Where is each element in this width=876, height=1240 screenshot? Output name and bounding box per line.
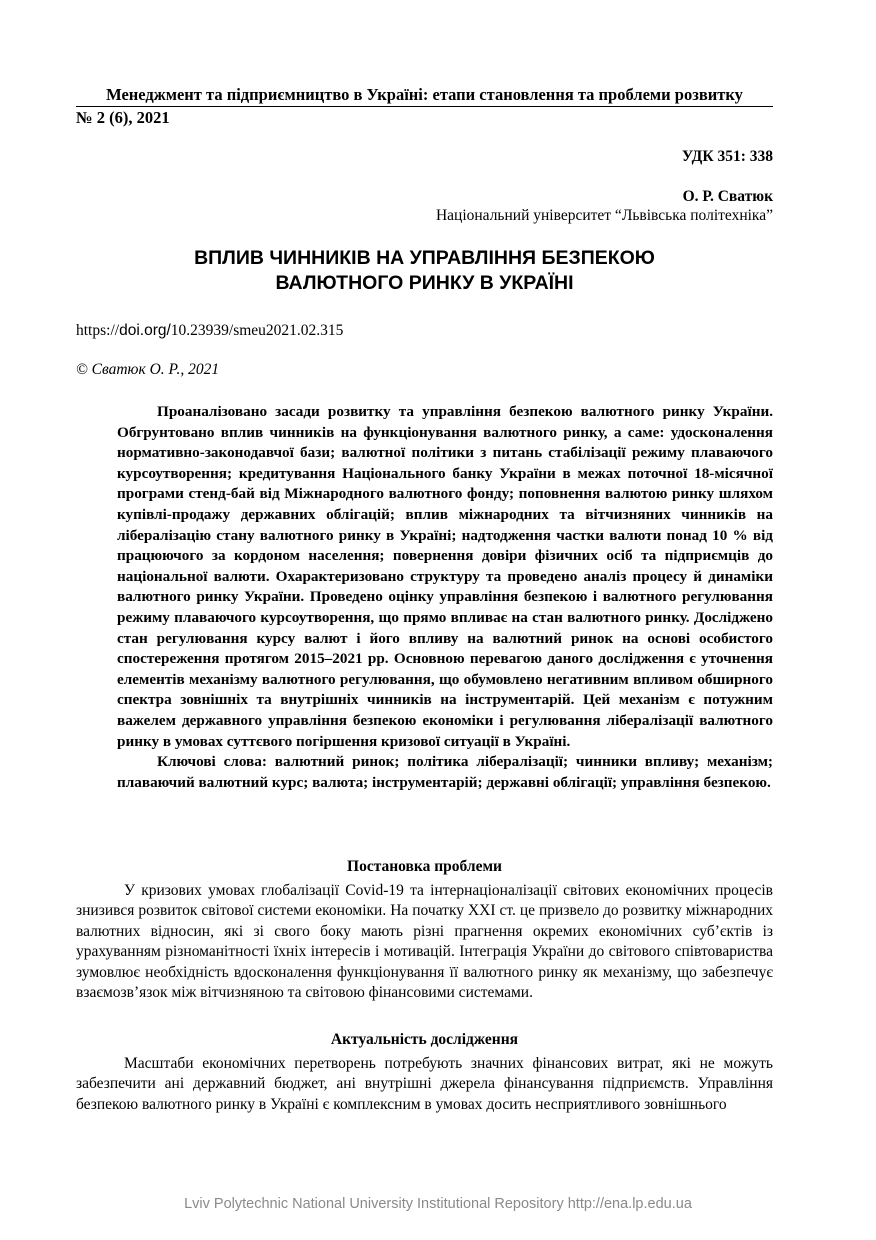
- journal-title: Менеджмент та підприємництво в Україні: етапи становлення та проблеми розвитку: [76, 85, 773, 107]
- doi-domain: doi.org/: [119, 322, 171, 339]
- section-body-problem: [76, 881, 773, 1003]
- paragraph: У кризових умовах глобалізації Covid-19 та інтернаціоналізації світових економічних процесів знизився розвиток світової системи економіки. На початку XXI ст. це призвело до розвитку міжнародних валютних відносин, які зі свого боку мають різні прагнення окремих економічних суб’єктів із урахуванням різноманітності їхніх інтересів і мотивацій. Інтеграція України до світового співтовариства зумовлює необхідність вдосконалення функціонування її валютного ринку як механізму, що забезпечує взаємозв’язок між вітчизняною та світовою фінансовими системами.: [76, 882, 773, 1002]
- section-body-relevance: [76, 1054, 773, 1115]
- paper-title: [76, 246, 773, 296]
- udc-code: УДК 351: 338: [681, 148, 773, 165]
- abstract-text: Проаналізовано засади розвитку та управління безпекою валютного ринку України. Обгрунтовано вплив чинників на функціонування валютного ринку, а саме: удосконалення нормативно-законодавчої бази; валютної політики з питань стабілізації режиму плаваючого курсоутворення; кредитування Національного банку України в межах поточної 18-місячної програми стенд-бай від Міжнародного валютного фонду; поповнення валютою ринку шляхом купівлі-продажу державних облігацій; вплив міжнародних та вітчизняних чинників на лібералізацію стану валютного ринку в Україні; надтодження частки валюти понад 10 % від працюючого за кордоном населення; повернення довіри фізичних осіб та підприємців до національної валюти. Охарактеризовано структуру та проведено аналіз процесу й динаміки валютного ринку України. Проведено оцінку управління безпекою і валютного регулювання режиму плаваючого курсоутворення, що прямо впливає на стан валютного ринку. Досліджено стан регулювання курсу валют і його впливу на валютний ринок на основі особистого спостереження протягом 2015–2021 рр. Основною перевагою даного дослідження є уточнення елементів механізму валютного регулювання, що обумовлено негативним впливом обширного спектра зовнішніх та внутрішніх чинників на інструментарій. Цей механізм є потужним важелем державного управління безпекою економіки і регулювання лібералізації валютного ринку в умовах суттєвого погіршення кризової ситуації в Україні.: [117, 403, 773, 750]
- doi-suffix: 10.23939/smeu2021.02.315: [170, 322, 344, 339]
- copyright: © Сватюк О. Р., 2021: [76, 361, 220, 378]
- issue-number: № 2 (6), 2021: [76, 108, 170, 127]
- paper-title-line-1: ВПЛИВ ЧИННИКІВ НА УПРАВЛІННЯ БЕЗПЕКОЮ: [194, 247, 655, 269]
- paragraph: Масштаби економічних перетворень потребують значних фінансових витрат, які не можуть забезпечити ані державний бюджет, ані внутрішні джерела фінансування підприємств. Управління безпекою валютного ринку в Україні є комплексним в умовах досить несприятливого зовнішнього: [76, 1055, 773, 1113]
- keywords: Ключові слова: валютний ринок; політика лібералізації; чинники впливу; механізм; плаваючий валютний курс; валюта; інструментарій; державні облігації; управління безпекою.: [117, 753, 773, 791]
- author-affiliation: Національний університет “Львівська політехніка”: [435, 207, 773, 224]
- section-heading-problem: Постановка проблеми: [347, 858, 502, 875]
- paper-title-line-2: ВАЛЮТНОГО РИНКУ В УКРАЇНІ: [275, 272, 574, 294]
- section-heading-relevance: Актуальність дослідження: [330, 1031, 519, 1048]
- abstract: [117, 402, 773, 793]
- repository-footer: Lviv Polytechnic National University Institutional Repository http://ena.lp.edu.ua: [184, 1196, 692, 1212]
- doi-link[interactable]: [76, 322, 343, 340]
- doi-prefix: https://: [76, 322, 120, 339]
- author-name: О. Р. Сватюк: [682, 188, 773, 205]
